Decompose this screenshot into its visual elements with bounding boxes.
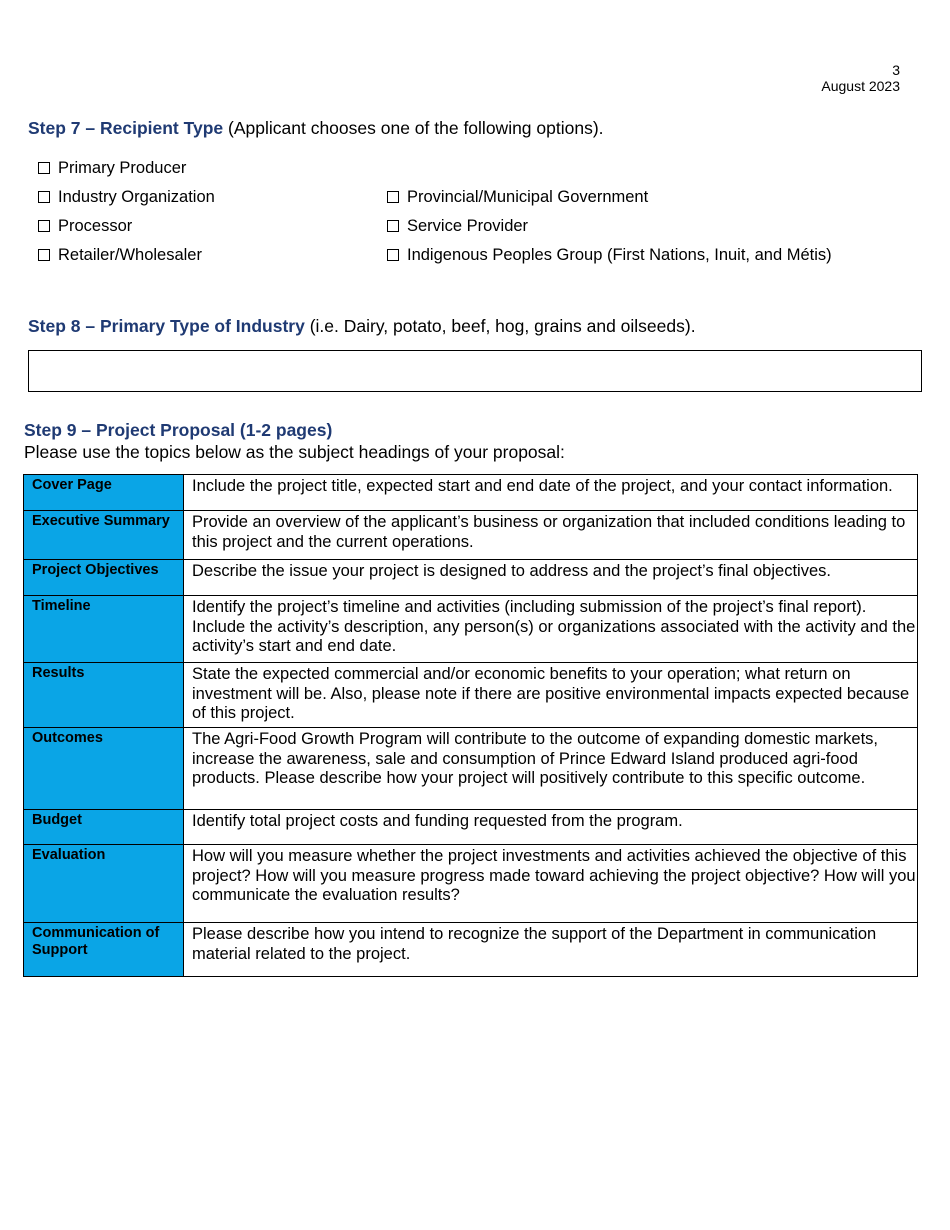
topic-cell: Timeline: [24, 596, 184, 663]
topic-cell: Outcomes: [24, 728, 184, 810]
option-label: Retailer/Wholesaler: [58, 246, 202, 264]
description-cell: Provide an overview of the applicant’s business or organization that included conditions leading to this project and the current operations.: [184, 511, 918, 560]
table-row: [24, 728, 918, 810]
option-label: Provincial/Municipal Government: [407, 188, 649, 206]
option-label: Processor: [58, 217, 133, 235]
description-cell: State the expected commercial and/or economic benefits to your operation; what return on investment will be. Also, please note if there are positive environmental impacts expected because of this project.: [184, 663, 918, 728]
step8-lead: Step 8 – Primary Type of Industry: [28, 316, 305, 336]
step7-instruction: (Applicant chooses one of the following options).: [223, 118, 604, 138]
table-row: [24, 663, 918, 728]
step7-lead: Step 7 – Recipient Type: [28, 118, 224, 138]
checkbox-primary-producer[interactable]: [38, 162, 50, 174]
checkbox-retailer-wholesaler[interactable]: [38, 249, 50, 261]
option-industry-organization[interactable]: [38, 187, 215, 207]
description-cell: Please describe how you intend to recognize the support of the Department in communication material related to the project.: [184, 923, 918, 977]
topic-cell: Executive Summary: [24, 511, 184, 560]
step8-heading: [28, 315, 696, 337]
table-row: [24, 511, 918, 560]
topic-cell: Results: [24, 663, 184, 728]
checkbox-indigenous-peoples-group[interactable]: [387, 249, 399, 261]
option-label: Industry Organization: [58, 188, 215, 206]
checkbox-provincial-municipal-government[interactable]: [387, 191, 399, 203]
description-cell: Include the project title, expected start and end date of the project, and your contact information.: [184, 475, 918, 511]
topic-cell: Project Objectives: [24, 560, 184, 596]
option-processor[interactable]: [38, 216, 132, 236]
description-cell: Identify the project’s timeline and activities (including submission of the project’s final report). Include the activity’s description, any person(s) or organizations associated with the activity and the activity’s start and end date.: [184, 596, 918, 663]
step8-instruction: (i.e. Dairy, potato, beef, hog, grains and oilseeds).: [304, 316, 696, 336]
industry-type-field[interactable]: [28, 350, 922, 392]
step9-instruction: Please use the topics below as the subject headings of your proposal:: [24, 442, 565, 462]
description-cell: The Agri-Food Growth Program will contribute to the outcome of expanding domestic markets, increase the awareness, sale and consumption of Prince Edward Island produced agri-food products. Please describe how your project will positively contribute to this specific outcome.: [184, 728, 918, 810]
option-service-provider[interactable]: [387, 216, 528, 236]
checkbox-processor[interactable]: [38, 220, 50, 232]
topic-cell: Budget: [24, 810, 184, 845]
proposal-topics-table: [23, 474, 918, 977]
description-cell: How will you measure whether the project investments and activities achieved the objective of this project? How will you measure progress made toward achieving the project objective? How will you communicate the evaluation results?: [184, 845, 918, 923]
table-row: [24, 845, 918, 923]
option-label: Primary Producer: [58, 159, 187, 177]
table-row: [24, 810, 918, 845]
topic-cell: Communication of Support: [24, 923, 184, 977]
description-cell: Describe the issue your project is designed to address and the project’s final objectives.: [184, 560, 918, 596]
option-primary-producer[interactable]: [38, 158, 186, 178]
checkbox-service-provider[interactable]: [387, 220, 399, 232]
page-number: 3: [892, 62, 900, 78]
page-date: August 2023: [821, 78, 900, 94]
table-row: [24, 596, 918, 663]
option-label: Service Provider: [407, 217, 529, 235]
table-row: [24, 560, 918, 596]
table-row: [24, 475, 918, 511]
topic-cell: Cover Page: [24, 475, 184, 511]
checkbox-industry-organization[interactable]: [38, 191, 50, 203]
description-cell: Identify total project costs and funding requested from the program.: [184, 810, 918, 845]
step7-heading: [28, 117, 604, 139]
table-row: [24, 923, 918, 977]
option-retailer-wholesaler[interactable]: [38, 245, 202, 265]
topic-cell: Evaluation: [24, 845, 184, 923]
option-label: Indigenous Peoples Group (First Nations, Inuit, and Métis): [407, 246, 832, 264]
option-provincial-municipal-government[interactable]: [387, 187, 648, 207]
page-meta: [821, 62, 900, 94]
step9-heading: Step 9 – Project Proposal (1-2 pages): [24, 420, 333, 440]
option-indigenous-peoples-group[interactable]: [387, 245, 832, 265]
